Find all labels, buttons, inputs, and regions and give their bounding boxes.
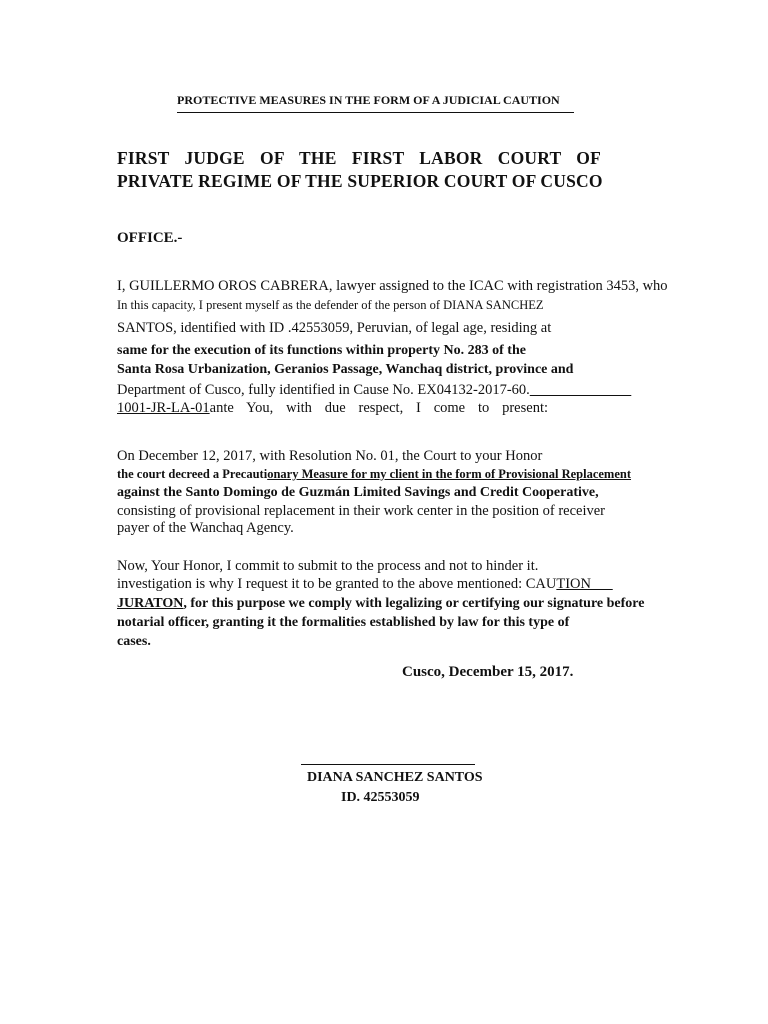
para3-line-4: notarial officer, granting it the formalities established by law for this type of: [117, 615, 570, 630]
para3-line-2: [117, 576, 613, 593]
para1-line-4: same for the execution of its functions within property No. 283 of the: [117, 343, 526, 358]
para2-line-5: payer of the Wanchaq Agency.: [117, 520, 294, 536]
para3-line-3-text: , for this purpose we comply with legalizing or certifying our signature before: [183, 596, 645, 611]
para1-line-6: [117, 382, 631, 399]
para1-line-7: [117, 400, 548, 417]
precautionary-measure-underlined: onary Measure for my client in the form of Provisional Replacement: [267, 467, 632, 481]
signature-line: [301, 764, 475, 765]
para1-line-1: I, GUILLERMO OROS CABRERA, lawyer assigned to the ICAC with registration 3453, who: [117, 278, 668, 294]
para2-line-2: [117, 467, 631, 482]
cause-number-suffix: 1001-JR-LA-01: [117, 400, 210, 416]
juraton-underlined: JURATON: [117, 596, 184, 611]
para2-line-3: against the Santo Domingo de Guzmán Limited Savings and Credit Cooperative,: [117, 485, 599, 500]
signatory-name: DIANA SANCHEZ SANTOS: [307, 770, 483, 785]
para1-line-5: Santa Rosa Urbanization, Geranios Passage, Wanchaq district, province and: [117, 362, 574, 377]
office-salutation: OFFICE.-: [117, 230, 183, 246]
para3-line-2-text: investigation is why I request it to be granted to the above mentioned: CAU: [117, 576, 557, 592]
para1-line-6-text: Department of Cusco, fully identified in Cause No. EX04132-2017-60.: [117, 382, 530, 398]
place-date: Cusco, December 15, 2017.: [402, 664, 574, 680]
court-addressee-line-2: PRIVATE REGIME OF THE SUPERIOR COURT OF CUSCO: [117, 171, 603, 191]
para2-line-1: On December 12, 2017, with Resolution No. 01, the Court to your Honor: [117, 448, 543, 464]
para1-line-3: SANTOS, identified with ID .42553059, Peruvian, of legal age, residing at: [117, 320, 552, 336]
para1-line-2: In this capacity, I present myself as the defender of the person of DIANA SANCHEZ: [117, 298, 544, 312]
court-addressee-line-1: FIRST JUDGE OF THE FIRST LABOR COURT OF: [117, 148, 601, 168]
signatory-id: ID. 42553059: [341, 790, 420, 805]
para1-line-7-text: ante You, with due respect, I come to present:: [209, 400, 548, 416]
document-header: PROTECTIVE MEASURES IN THE FORM OF A JUDICIAL CAUTION: [177, 93, 574, 113]
para3-line-3: [117, 596, 644, 612]
para1-line-6-blank: [530, 382, 632, 398]
para3-line-1: Now, Your Honor, I commit to submit to the process and not to hinder it.: [117, 558, 539, 574]
para2-line-4: consisting of provisional replacement in their work center in the position of receiver: [117, 503, 606, 519]
para3-line-5: cases.: [117, 634, 151, 649]
para2-line-2-text: the court decreed a Precauti: [117, 467, 268, 481]
caution-underlined: TION: [556, 576, 613, 592]
